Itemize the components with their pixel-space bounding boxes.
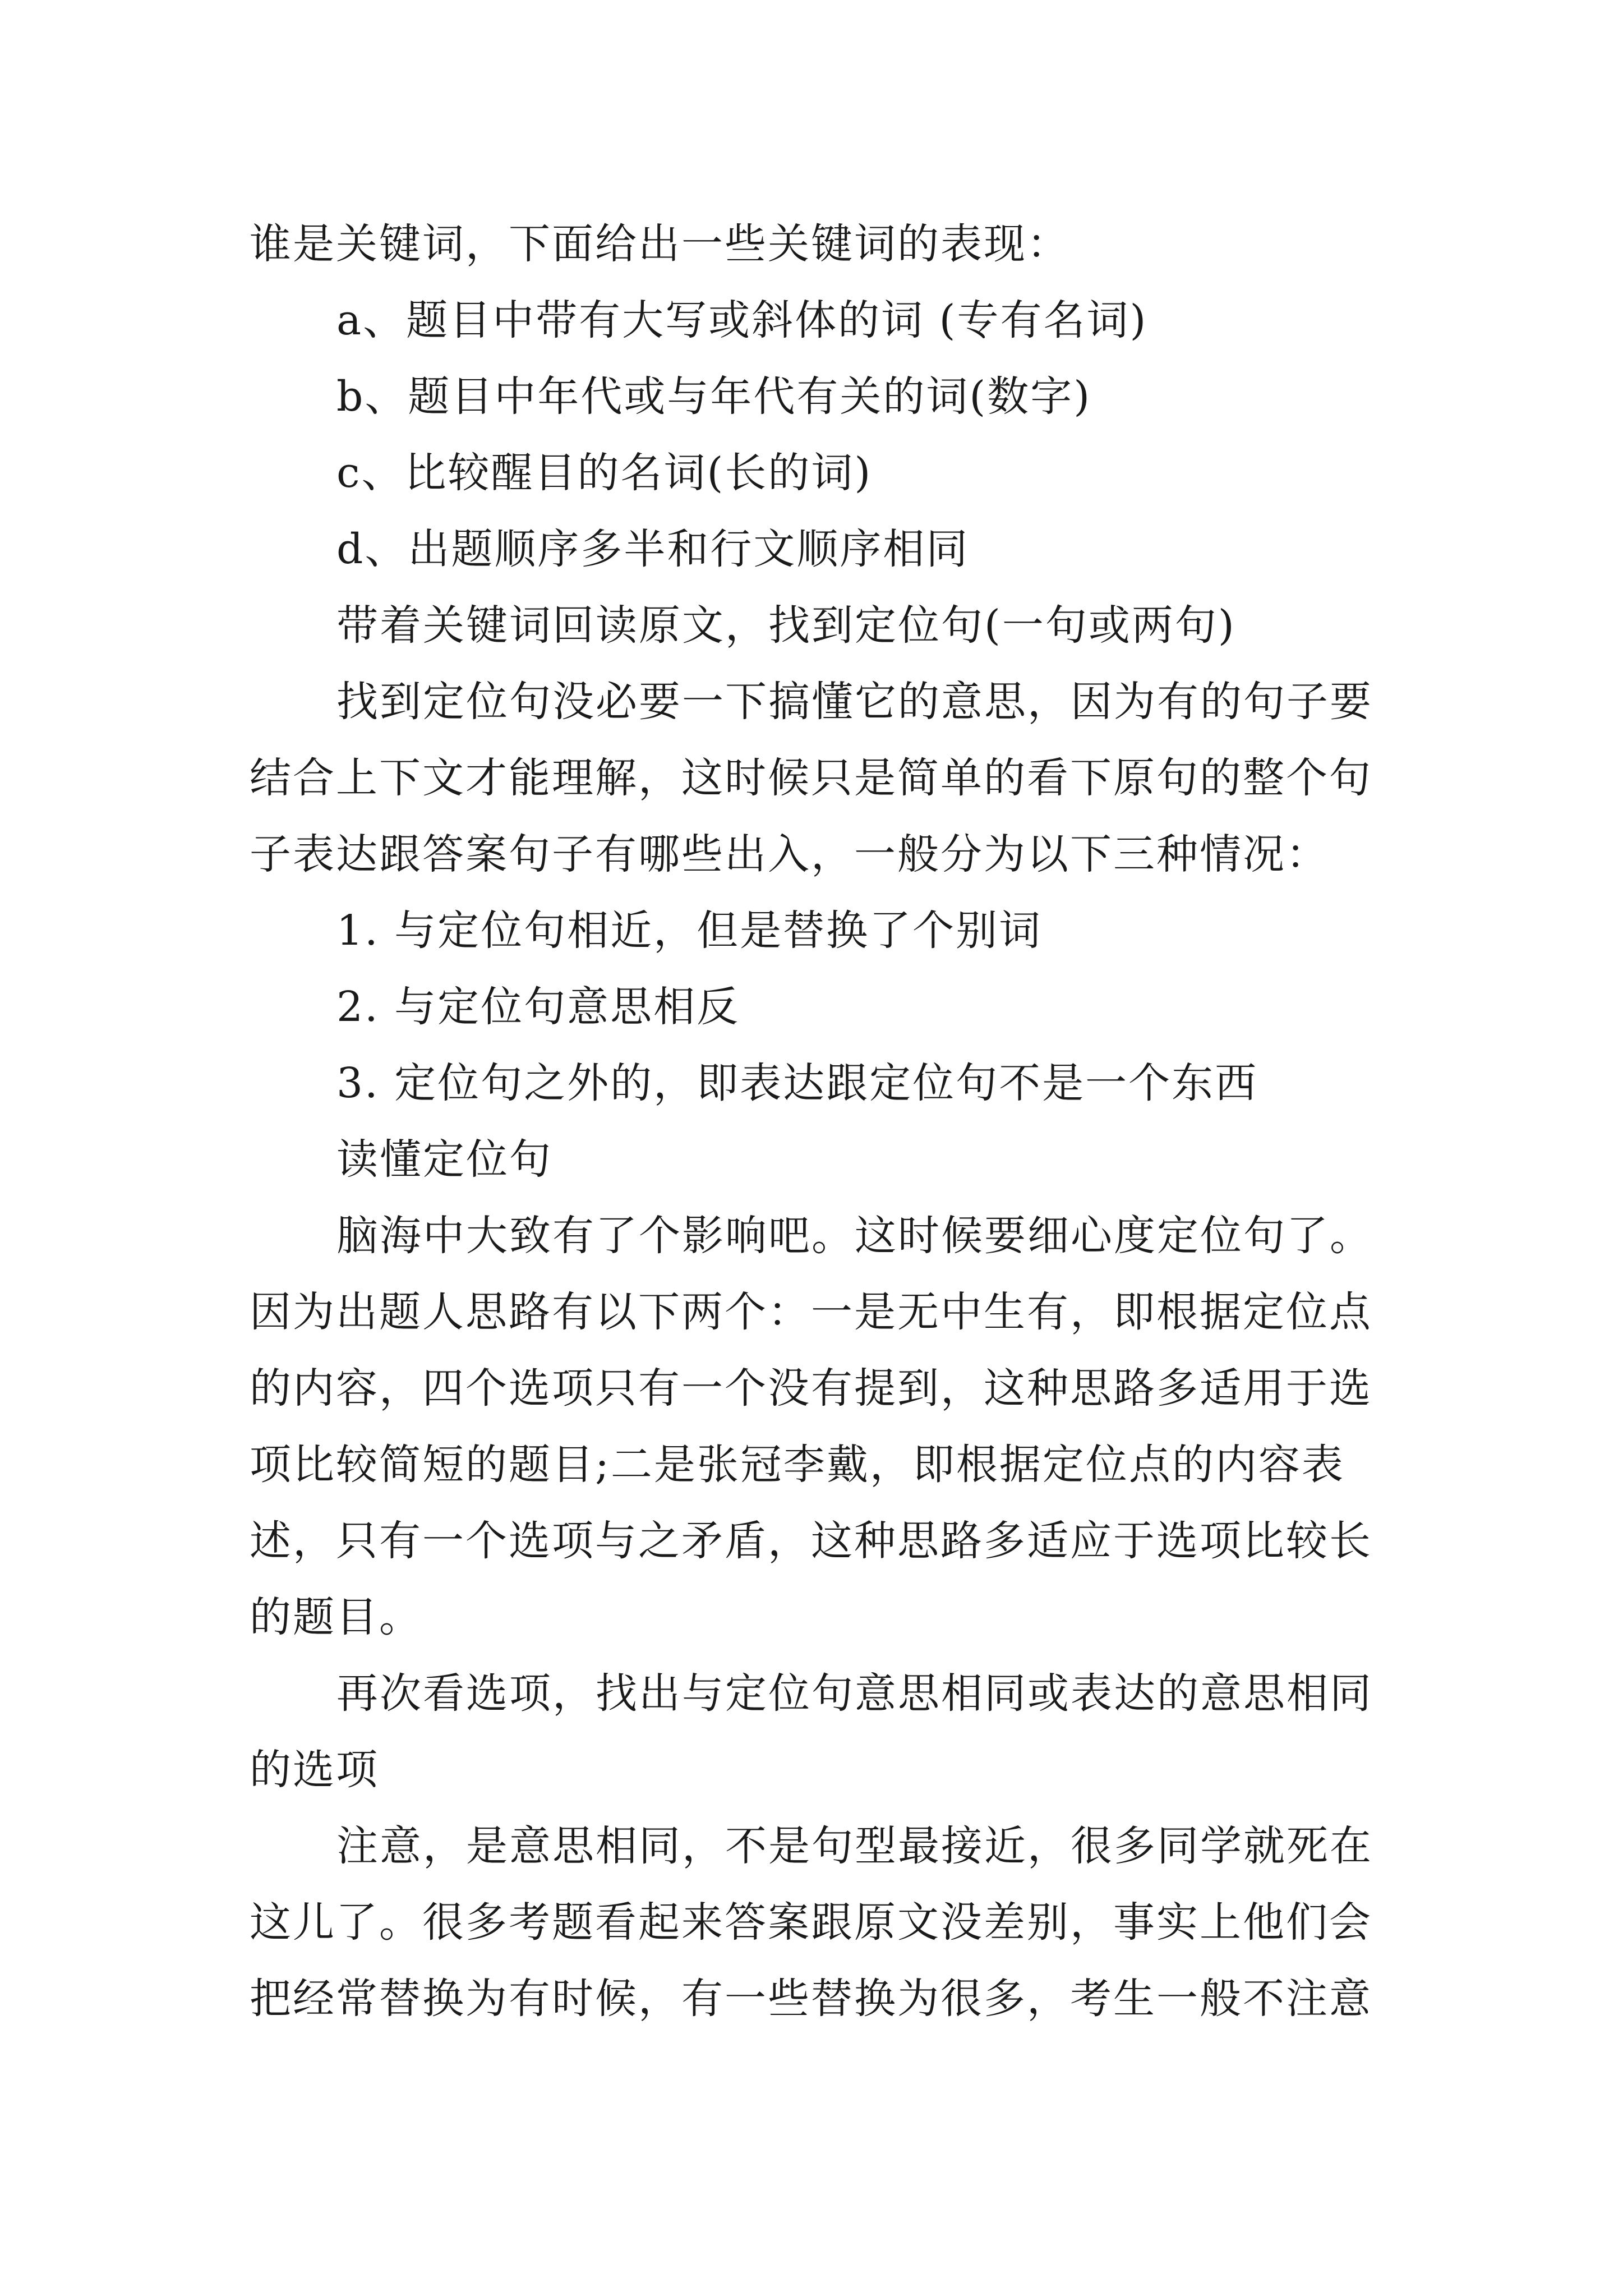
list-item-b: b、题目中年代或与年代有关的词(数字)	[336, 372, 1092, 421]
text-line: 因为出题人思路有以下两个：一是无中生有，即根据定位点	[250, 1288, 1372, 1336]
text-line: 带着关键词回读原文，找到定位句(一句或两句)	[336, 601, 1236, 650]
section-heading: 读懂定位句	[336, 1135, 552, 1184]
text-line: 把经常替换为有时候，有一些替换为很多，考生一般不注意	[250, 1975, 1372, 2023]
text-line: 的内容，四个选项只有一个没有提到，这种思路多适用于选	[250, 1364, 1372, 1412]
text-line: 注意，是意思相同，不是句型最接近，很多同学就死在	[336, 1822, 1373, 1870]
text-line: 脑海中大致有了个影响吧。这时候要细心度定位句了。	[336, 1212, 1373, 1260]
text-line: 谁是关键词，下面给出一些关键词的表现：	[250, 220, 1070, 268]
numbered-item-3: 3. 定位句之外的，即表达跟定位句不是一个东西	[336, 1059, 1258, 1107]
list-item-a: a、题目中带有大写或斜体的词 (专有名词)	[336, 296, 1148, 344]
numbered-item-2: 2. 与定位句意思相反	[336, 983, 740, 1031]
text-line: 述，只有一个选项与之矛盾，这种思路多适应于选项比较长	[250, 1517, 1372, 1565]
text-line: 的选项	[250, 1746, 379, 1794]
text-line: 再次看选项，找出与定位句意思相同或表达的意思相同	[336, 1669, 1373, 1718]
text-line: 子表达跟答案句子有哪些出入，一般分为以下三种情况：	[250, 830, 1329, 878]
list-item-c: c、比较醒目的名词(长的词)	[336, 449, 873, 497]
text-line: 找到定位句没必要一下搞懂它的意思，因为有的句子要	[336, 678, 1373, 726]
list-item-d: d、出题顺序多半和行文顺序相同	[336, 525, 970, 573]
text-line: 项比较简短的题目;二是张冠李戴，即根据定位点的内容表	[250, 1441, 1345, 1489]
text-line: 结合上下文才能理解，这时候只是简单的看下原句的整个句	[250, 754, 1372, 802]
text-line: 这儿了。很多考题看起来答案跟原文没差别，事实上他们会	[250, 1898, 1372, 1947]
text-line: 的题目。	[250, 1593, 422, 1641]
numbered-item-1: 1. 与定位句相近，但是替换了个别词	[336, 907, 1043, 955]
